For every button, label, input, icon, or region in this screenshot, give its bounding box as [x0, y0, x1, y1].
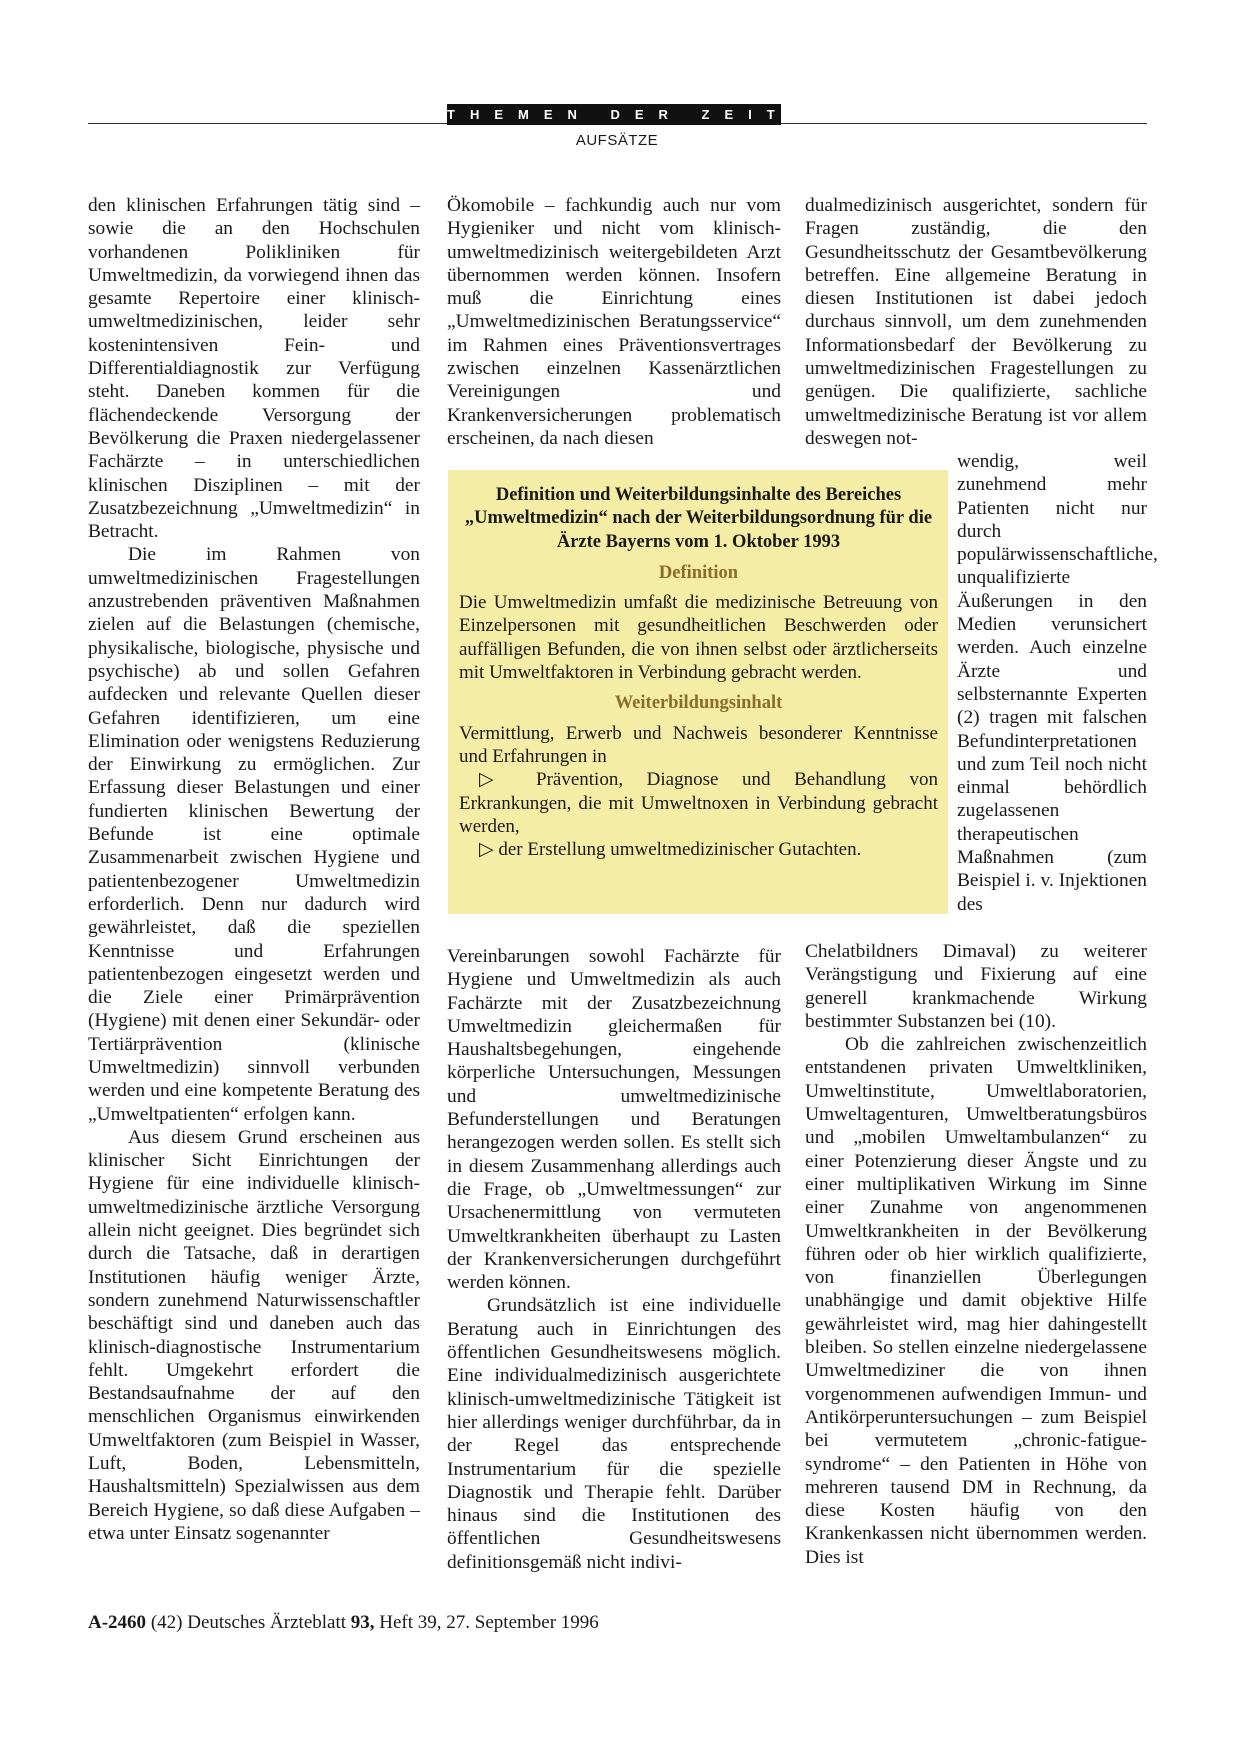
paragraph: Vereinbarungen sowohl Fachärzte für Hygiene und Umweltmedizin als auch Fachärzte mit der Zusatzbezeichnung Umweltmedizin gleichermaßen für Haushaltsbegehungen, eingehende körperliche Untersuchungen, Messungen und umweltmedizinische Befunderstellungen und Beratungen herangezogen werden sollen. Es stellt sich in diesem Zusammenhang allerdings auch die Frage, ob „Umweltmessungen“ zur Ursachenermittlung von vermuteten Umweltkrankheiten überhaupt zu Lasten der Krankenversicherungen durchgeführt werden können.: [447, 946, 781, 1294]
paragraph: den klinischen Erfahrungen tätig sind – sowie die an den Hochschulen vorhandenen Polikliniken für Umweltmedizin, da vorwiegend ihnen das gesamte Repertoire einer klinisch-umweltmedizinischen, leider sehr kostenintensiven Fein- und Differentialdiagnostik zur Verfügung steht. Daneben kommen für die flächendeckende Versorgung der Bevölkerung die Praxen niedergelassener Fachärzte – in unterschiedlichen klinischen Disziplinen – mit der Zusatzbezeichnung „Umweltmedizin“ in Betracht.: [88, 195, 420, 543]
paragraph: dualmedizinisch ausgerichtet, sondern für Fragen zuständig, die den Gesundheitsschutz der Gesamtbevölkerung betreffen. Eine allgemeine Beratung in diesen Institutionen ist dabei jedoch durchaus sinnvoll, um dem zunehmenden Informationsbedarf der Bevölkerung zu umweltmedizinischen Fragestellungen zu genügen. Die qualifizierte, sachliche umweltmedizinische Beratung ist vor allem deswegen not-: [805, 195, 1147, 449]
paragraph: Chelatbildners Dimaval) zu weiterer Verängstigung und Fixierung auf eine generell krankmachende Wirkung bestimmter Substanzen bei (10).: [805, 941, 1147, 1032]
definition-heading: Definition: [658, 562, 739, 583]
weiterbildung-item: ▷ der Erstellung umweltmedizinischer Gutachten.: [479, 839, 862, 861]
weiterbildung-item: ▷ Prävention, Diagnose und Behandlung von Erkrankungen, die mit Umweltnoxen in Verbindung gebracht werden,: [459, 769, 938, 837]
info-box: [448, 470, 948, 914]
weiterbildung-heading: Weiterbildungsinhalt: [614, 693, 783, 714]
column-1: [88, 194, 420, 1545]
paragraph: Ob die zahlreichen zwischenzeitlich entstandenen privaten Umweltkliniken, Umweltinstitute, Umweltlaboratorien, Umweltagenturen, Umweltberatungsbüros und „mobilen Umweltambulanzen“ zu einer Potenzierung dieser Ängste und zu einer multiplikativen Wirkung im Sinne einer Zunahme von angenommenen Umweltkrankheiten in der Bevölkerung führen oder ob hier wirklich qualifizierte, von finanziellen Überlegungen unabhängige und damit objektive Hilfe gewährleistet wird, mag hier dahingestellt bleiben. So stellen einzelne niedergelassene Umweltmediziner die von ihnen vorgenommenen aufwendigen Immun- und Antikörperuntersuchungen – zum Beispiel bei vermutetem „chronic-fatigue-syndrome“ – den Patienten in Höhe von mehreren tausend DM in Rechnung, da diese Kosten häufig von den Krankenkassen nicht übernommen werden. Dies ist: [805, 1034, 1147, 1568]
paragraph: wendig, weil zunehmend mehr Patienten nicht nur durch populärwissenschaftliche, unqualifizierte Äußerungen in den Medien verunsichert werden. Auch einzelne Ärzte und selbsternannte Experten (2) tragen mit falschen Befundinterpretationen und zum Teil noch nicht einmal behördlich zugelassenen therapeutischen Maßnahmen (zum Beispiel i. v. Injektionen des: [957, 451, 1158, 915]
definition-text: Die Umweltmedizin umfaßt die medizinische Betreuung von Einzelpersonen mit gesundheitlichen Beschwerden oder auffälligen Befunden, die von ihnen selbst oder ärztlicherseits mit Umweltfaktoren in Verbindung gebracht werden.: [459, 592, 938, 684]
column-2-top: [447, 194, 781, 450]
weiterbildung-intro: Vermittlung, Erwerb und Nachweis besonderer Kenntnisse und Erfahrungen in: [459, 722, 938, 767]
citation-volume: 93,: [350, 1612, 375, 1633]
page-number: A-2460: [88, 1612, 147, 1633]
citation-journal: (42) Deutsches Ärzteblatt: [150, 1612, 347, 1633]
paragraph: Aus diesem Grund erscheinen aus klinischer Sicht Einrichtungen der Hygiene für eine individuelle klinisch-umweltmedizinische ärztliche Versorgung allein nicht geeignet. Dies begründet sich durch die Tatsache, daß in derartigen Institutionen häufig weniger Ärzte, sondern zunehmend Naturwissenschaftler beschäftigt sind und daneben auch das klinisch-diagnostische Instrumentarium fehlt. Umgekehrt erfordert die Bestandsaufnahme der auf den menschlichen Organismus einwirkenden Umweltfaktoren (zum Beispiel in Wasser, Luft, Boden, Lebensmitteln, Haushaltsmitteln) Spezialwissen aus dem Bereich Hygiene, so daß diese Aufgaben – etwa unter Einsatz sogenannter: [88, 1126, 420, 1544]
paragraph: Ökomobile – fachkundig auch nur vom Hygieniker und nicht vom klinisch-umweltmedizinisch weitergebildeten Arzt übernommen werden können. Insofern muß die Einrichtung eines „Umweltmedizinischen Beratungsservice“ im Rahmen eines Präventionsvertrages zwischen einzelnen Kassenärztlichen Vereinigungen und Krankenversicherungen problematisch erscheinen, da nach diesen: [447, 195, 781, 449]
column-3-narrow: [957, 450, 1158, 916]
info-box-title: Definition und Weiterbildungsinhalte des Bereiches „Umweltmedizin“ nach der Weiterbildungsordnung für die Ärzte Bayerns vom 1. Oktober 1993: [464, 485, 933, 552]
section-label: AUFSÄTZE: [575, 132, 659, 149]
column-2-bottom: [447, 945, 781, 1574]
paragraph: Grundsätzlich ist eine individuelle Beratung auch in Einrichtungen des öffentlichen Gesundheitswesens möglich. Eine individualmedizinisch ausgerichtete klinisch-umweltmedizinische Tätigkeit ist hier allerdings weniger durchführbar, da in der Regel das entsprechende Instrumentarium für die spezielle Diagnostik und Therapie fehlt. Darüber hinaus sind die Institutionen des öffentlichen Gesundheitswesens definitionsgemäß nicht indivi-: [447, 1295, 781, 1573]
column-3-top: [805, 194, 1147, 450]
column-3-bottom: [805, 940, 1147, 1569]
citation-issue: Heft 39, 27. September 1996: [379, 1612, 599, 1633]
page-footer: [88, 1612, 599, 1634]
paragraph: Die im Rahmen von umweltmedizinischen Fragestellungen anzustrebenden präventiven Maßnahmen zielen auf die Belastungen (chemische, physikalische, biologische, physische und psychische) ab und sollen Gefahren aufdecken und relevante Quellen dieser Gefahren identifizieren, um eine Elimination oder wenigstens Reduzierung der Einwirkung zu ermöglichen. Zur Erfassung dieser Belastungen und einer fundierten klinischen Bewertung der Befunde ist eine optimale Zusammenarbeit zwischen Hygiene und patientenbezogener Umweltmedizin erforderlich. Denn nur dadurch wird gewährleistet, daß die speziellen Kenntnisse und Erfahrungen patientenbezogen eingesetzt werden und die Ziele einer Primärprävention (Hygiene) mit denen einer Sekundär- oder Tertiärprävention (klinische Umweltmedizin) sinnvoll verbunden werden und eine kompetente Beratung des „Umweltpatienten“ erfolgen kann.: [88, 544, 420, 1125]
section-band: THEMEN DER ZEIT: [447, 104, 781, 125]
